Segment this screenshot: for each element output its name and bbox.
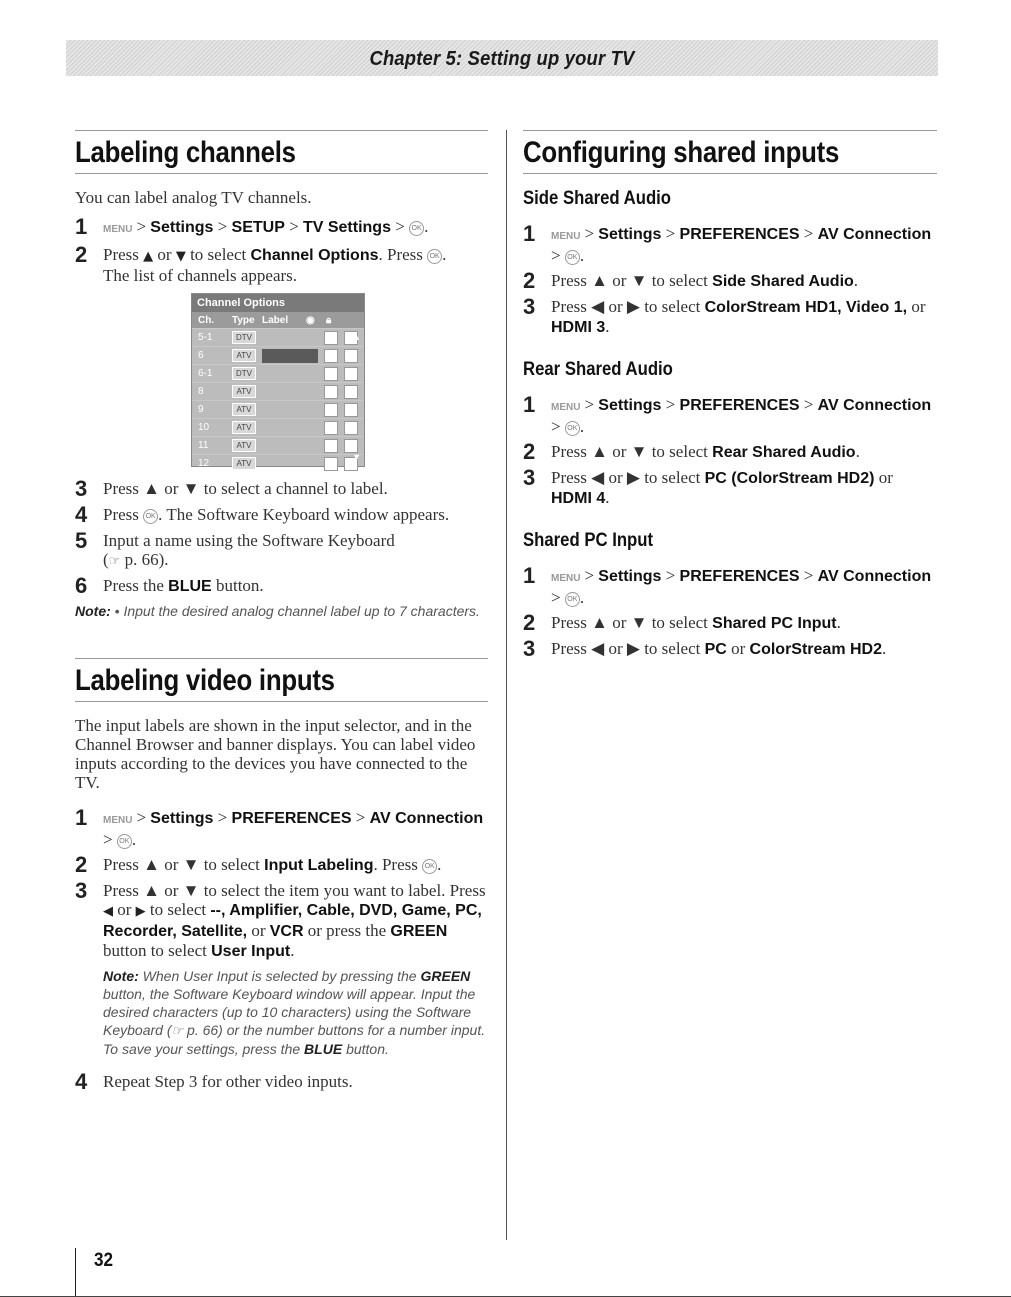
channel-row (192, 328, 364, 346)
subheading-shared-pc-input: Shared PC Input (523, 530, 654, 551)
channel-label-cell (262, 349, 318, 363)
screenshot-title: Channel Options (192, 294, 364, 312)
scroll-up-icon: ▲ (352, 332, 361, 342)
lock-checkbox (344, 439, 358, 453)
lock-checkbox (344, 367, 358, 381)
pc-step-3: 3 Press ◀ or ▶ to select PC or ColorStream HD2. (523, 636, 887, 661)
favorite-checkbox (324, 385, 338, 399)
menu-button-icon: MENU (551, 402, 581, 413)
vi-step-1: 1 MENU > Settings > PREFERENCES > AV Connection > OK . (75, 805, 484, 849)
ok-button-icon: OK (117, 834, 132, 849)
menu-button-icon: MENU (103, 224, 133, 235)
scroll-down-icon: ▼ (352, 452, 361, 462)
step-number: 1 (75, 214, 88, 239)
channel-type-badge: ATV (232, 349, 256, 362)
channel-type-badge: ATV (232, 385, 256, 398)
channel-type-badge: ATV (232, 403, 256, 416)
channel-label-cell (262, 367, 318, 381)
menu-button-icon: MENU (103, 815, 133, 826)
side-step-1: 1 MENU > Settings > PREFERENCES > AV Connection > OK . (523, 221, 932, 265)
channel-type-badge: ATV (232, 457, 256, 470)
vi-step-4: 4 Repeat Step 3 for other video inputs. (75, 1069, 353, 1094)
channel-row (192, 436, 364, 454)
note-channel-label: Note: • Input the desired analog channel label up to 7 characters. (75, 603, 480, 619)
page-reference-icon: ☞ (171, 1023, 184, 1038)
subheading-rear-shared-audio: Rear Shared Audio (523, 359, 673, 380)
favorite-checkbox (324, 331, 338, 345)
ok-button-icon: OK (565, 592, 580, 607)
channel-number: 5-1 (198, 332, 213, 343)
down-arrow-icon: ▼ (175, 249, 186, 264)
channel-row (192, 454, 364, 472)
menu-path-settings: Settings (150, 219, 214, 236)
channel-label-cell (262, 331, 318, 345)
right-arrow-icon: ▶ (135, 904, 146, 919)
favorite-checkbox (324, 439, 338, 453)
channel-label-cell (262, 457, 318, 471)
channel-label-cell (262, 421, 318, 435)
channel-type-badge: DTV (232, 367, 256, 380)
favorite-checkbox (324, 403, 338, 417)
ok-button-icon: OK (409, 221, 424, 236)
ok-button-icon: OK (565, 421, 580, 436)
channel-number: 8 (198, 386, 204, 397)
page-reference-icon: ☞ (108, 553, 121, 568)
ok-button-icon: OK (427, 249, 442, 264)
channel-type-badge: ATV (232, 421, 256, 434)
favorite-eye-icon: ◉ (306, 314, 315, 326)
channel-options-screenshot (191, 293, 365, 467)
column-divider (506, 130, 507, 1240)
heading-text: Labeling video inputs (75, 664, 335, 697)
menu-button-icon: MENU (551, 231, 581, 242)
ok-button-icon: OK (565, 250, 580, 265)
ok-button-icon: OK (422, 859, 437, 874)
vi-step-2: 2 Press ▲ or ▼ to select Input Labeling. Press OK . (75, 852, 442, 877)
favorite-checkbox (324, 421, 338, 435)
favorite-checkbox (324, 349, 338, 363)
ok-button-icon: OK (143, 509, 158, 524)
channel-number: 12 (198, 458, 210, 469)
lock-checkbox (344, 385, 358, 399)
chapter-banner (66, 40, 938, 76)
screenshot-column-headers: Ch. Type Label ◉ 🔒︎ (192, 312, 364, 328)
rear-step-3: 3 Press ◀ or ▶ to select PC (ColorStream HD2) or HDMI 4. (523, 465, 893, 507)
menu-path-tv-settings: TV Settings (302, 219, 391, 236)
lock-checkbox (344, 403, 358, 417)
step-6: 6 Press the BLUE button. (75, 573, 264, 598)
side-step-3: 3 Press ◀ or ▶ to select ColorStream HD1, Video 1, or HDMI 3. (523, 294, 926, 336)
step-number: 2 (75, 242, 88, 267)
heading-text: Configuring shared inputs (523, 136, 840, 169)
step-5: 5 Input a name using the Software Keyboard (☞ p. 66). (75, 528, 395, 569)
rear-step-1: 1 MENU > Settings > PREFERENCES > AV Connection > OK . (523, 392, 932, 436)
channel-row (192, 364, 364, 382)
step-1: 1 MENU > Settings > SETUP > TV Settings > OK . (75, 214, 429, 239)
channel-label-cell (262, 385, 318, 399)
channel-number: 9 (198, 404, 204, 415)
pc-step-2: 2 Press ▲ or ▼ to select Shared PC Input. (523, 610, 841, 635)
intro-text: You can label analog TV channels. (75, 188, 312, 207)
step-4: 4 Press OK . The Software Keyboard window appears. (75, 502, 450, 527)
lock-icon: 🔒︎ (326, 314, 332, 326)
vi-step-3: 3 Press ▲ or ▼ to select the item you want to label. Press ◀ or ▶ to select --, Amplifier, Cable, DVD, Game, PC, Recorder, Satellite, or VCR or press the GREEN button to select User Input. Note: When User Input is selected by pressing the GREEN button, the Software Keyboard window will appear. Input the desired characters (up to 10 characters) using the Software Keyboard (☞ p. 66) or the number buttons for a number input. To save your settings, press the BLUE button. (75, 881, 488, 1066)
favorite-checkbox (324, 367, 338, 381)
page-number-rule (75, 1248, 76, 1297)
section-heading-shared-inputs (523, 130, 937, 174)
up-arrow-icon: ▲ (143, 249, 154, 264)
intro-text: The input labels are shown in the input selector, and in the Channel Browser and banner displays. You can label video inputs according to the devices you have connected to the TV. (75, 716, 476, 792)
heading-text: Labeling channels (75, 136, 296, 169)
step-2: 2 Press ▲ or ▼ to select Channel Options. Press OK . The list of channels appears. (75, 242, 447, 285)
channel-row (192, 382, 364, 400)
menu-button-icon: MENU (551, 573, 581, 584)
page-number: 32 (94, 1250, 114, 1271)
chapter-title: Chapter 5: Setting up your TV (369, 48, 635, 70)
left-column (75, 130, 488, 1098)
channel-type-badge: ATV (232, 439, 256, 452)
channel-type-badge: DTV (232, 331, 256, 344)
subheading-side-shared-audio: Side Shared Audio (523, 188, 672, 209)
lock-checkbox (344, 421, 358, 435)
section-heading-labeling-video-inputs (75, 658, 488, 702)
channel-label-cell (262, 403, 318, 417)
section-heading-labeling-channels (75, 130, 488, 174)
pc-step-1: 1 MENU > Settings > PREFERENCES > AV Connection > OK . (523, 563, 932, 607)
side-step-2: 2 Press ▲ or ▼ to select Side Shared Audio. (523, 268, 859, 293)
channel-label-cell (262, 439, 318, 453)
menu-path-setup: SETUP (231, 219, 285, 236)
right-column (523, 130, 937, 665)
channel-number: 11 (198, 440, 209, 451)
favorite-checkbox (324, 457, 338, 471)
channel-row (192, 418, 364, 436)
channel-number: 6-1 (198, 368, 213, 379)
step-3: 3 Press ▲ or ▼ to select a channel to label. (75, 476, 388, 501)
rear-step-2: 2 Press ▲ or ▼ to select Rear Shared Audio. (523, 439, 860, 464)
lock-checkbox (344, 349, 358, 363)
channel-number: 6 (198, 350, 204, 361)
channel-row (192, 400, 364, 418)
left-arrow-icon: ◀ (103, 904, 113, 919)
channel-row (192, 346, 364, 364)
channel-number: 10 (198, 422, 210, 433)
note-user-input: Note: When User Input is selected by pressing the GREEN button, the Software Keyboard window will appear. Input the desired characters (up to 10 characters) using the Software Keyboard (☞ p. 66) or the number buttons for a number input. To save your settings, press the BLUE button. (103, 968, 486, 1057)
